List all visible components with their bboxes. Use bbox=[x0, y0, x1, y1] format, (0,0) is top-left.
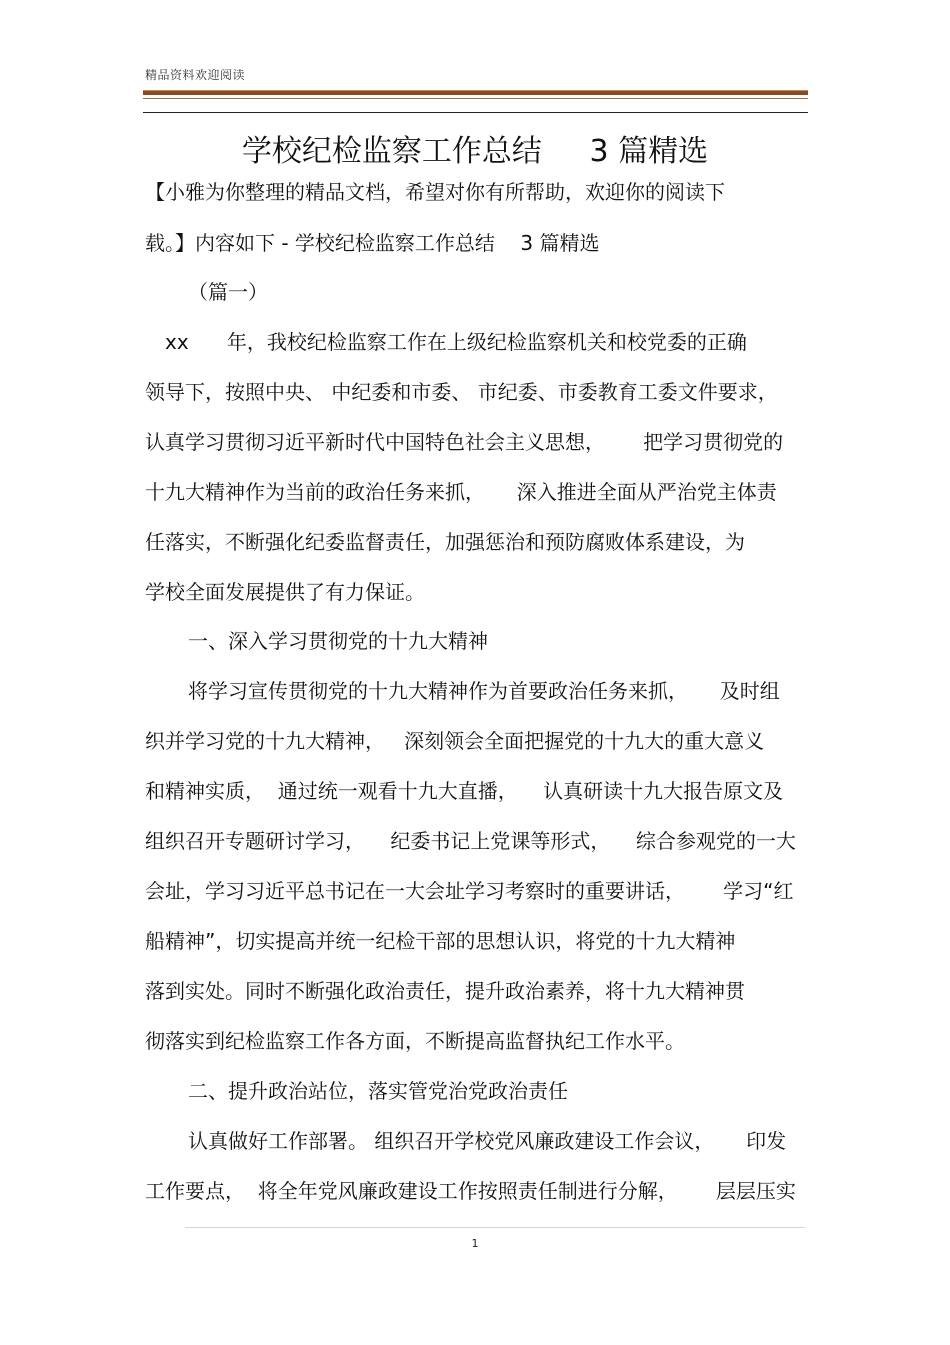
body-line-2: 领导下，按照中央、 中纪委和市委、 市纪委、市委教育工委文件要求， bbox=[145, 380, 778, 404]
page-number: 1 bbox=[471, 1237, 479, 1250]
body-line-10: 组织召开专题研讨学习， 纪委书记上党课等形式， 综合参观党的一大 bbox=[145, 829, 796, 853]
page-header-text: 精品资料欢迎阅读 bbox=[145, 68, 246, 82]
intro-line-1: 【小雅为你整理的精品文档，希望对你有所帮助，欢迎你的阅读下 bbox=[145, 180, 725, 204]
body-line-6: 学校全面发展提供了有力保证。 bbox=[145, 580, 425, 604]
header-rule-thin bbox=[143, 98, 808, 99]
section-label-part-one: （篇一） bbox=[188, 280, 268, 304]
intro-line-2: 载。】内容如下 - 学校纪检监察工作总结 3 篇精选 bbox=[145, 231, 600, 255]
header-rule-thick bbox=[143, 90, 808, 95]
body-line-12: 船精神”，切实提高并统一纪检干部的思想认识，将党的十九大精神 bbox=[145, 929, 736, 953]
body-line-15: 认真做好工作部署。 组织召开学校党风廉政建设工作会议， 印发 bbox=[188, 1129, 787, 1153]
body-line-5: 任落实，不断强化纪委监督责任，加强惩治和预防腐败体系建设，为 bbox=[145, 530, 745, 554]
body-line-3: 认真学习贯彻习近平新时代中国特色社会主义思想， 把学习贯彻党的 bbox=[145, 430, 784, 454]
document-title: 学校纪检监察工作总结 3 篇精选 bbox=[241, 134, 709, 169]
header-rule-black bbox=[143, 112, 808, 113]
body-line-11: 会址，学习习近平总书记在一大会址学习考察时的重要讲话， 学习“红 bbox=[145, 879, 794, 903]
footer-rule bbox=[185, 1227, 805, 1228]
body-line-16: 工作要点， 将全年党风廉政建设工作按照责任制进行分解， 层层压实 bbox=[145, 1179, 796, 1203]
section-heading-1: 一、深入学习贯彻党的十九大精神 bbox=[188, 629, 488, 653]
body-line-1: xx 年，我校纪检监察工作在上级纪检监察机关和校党委的正确 bbox=[165, 330, 747, 354]
body-line-4: 十九大精神作为当前的政治任务来抓， 深入推进全面从严治党主体责 bbox=[145, 480, 777, 504]
body-line-14: 彻落实到纪检监察工作各方面，不断提高监督执纪工作水平。 bbox=[145, 1029, 685, 1053]
body-line-9: 和精神实质， 通过统一观看十九大直播， 认真研读十九大报告原文及 bbox=[145, 779, 784, 803]
body-line-7: 将学习宣传贯彻党的十九大精神作为首要政治任务来抓， 及时组 bbox=[188, 679, 780, 703]
body-line-13: 落到实处。同时不断强化政治责任，提升政治素养，将十九大精神贯 bbox=[145, 979, 745, 1003]
body-line-8: 织并学习党的十九大精神， 深刻领会全面把握党的十九大的重大意义 bbox=[145, 729, 765, 753]
section-heading-2: 二、提升政治站位，落实管党治党政治责任 bbox=[188, 1079, 568, 1103]
